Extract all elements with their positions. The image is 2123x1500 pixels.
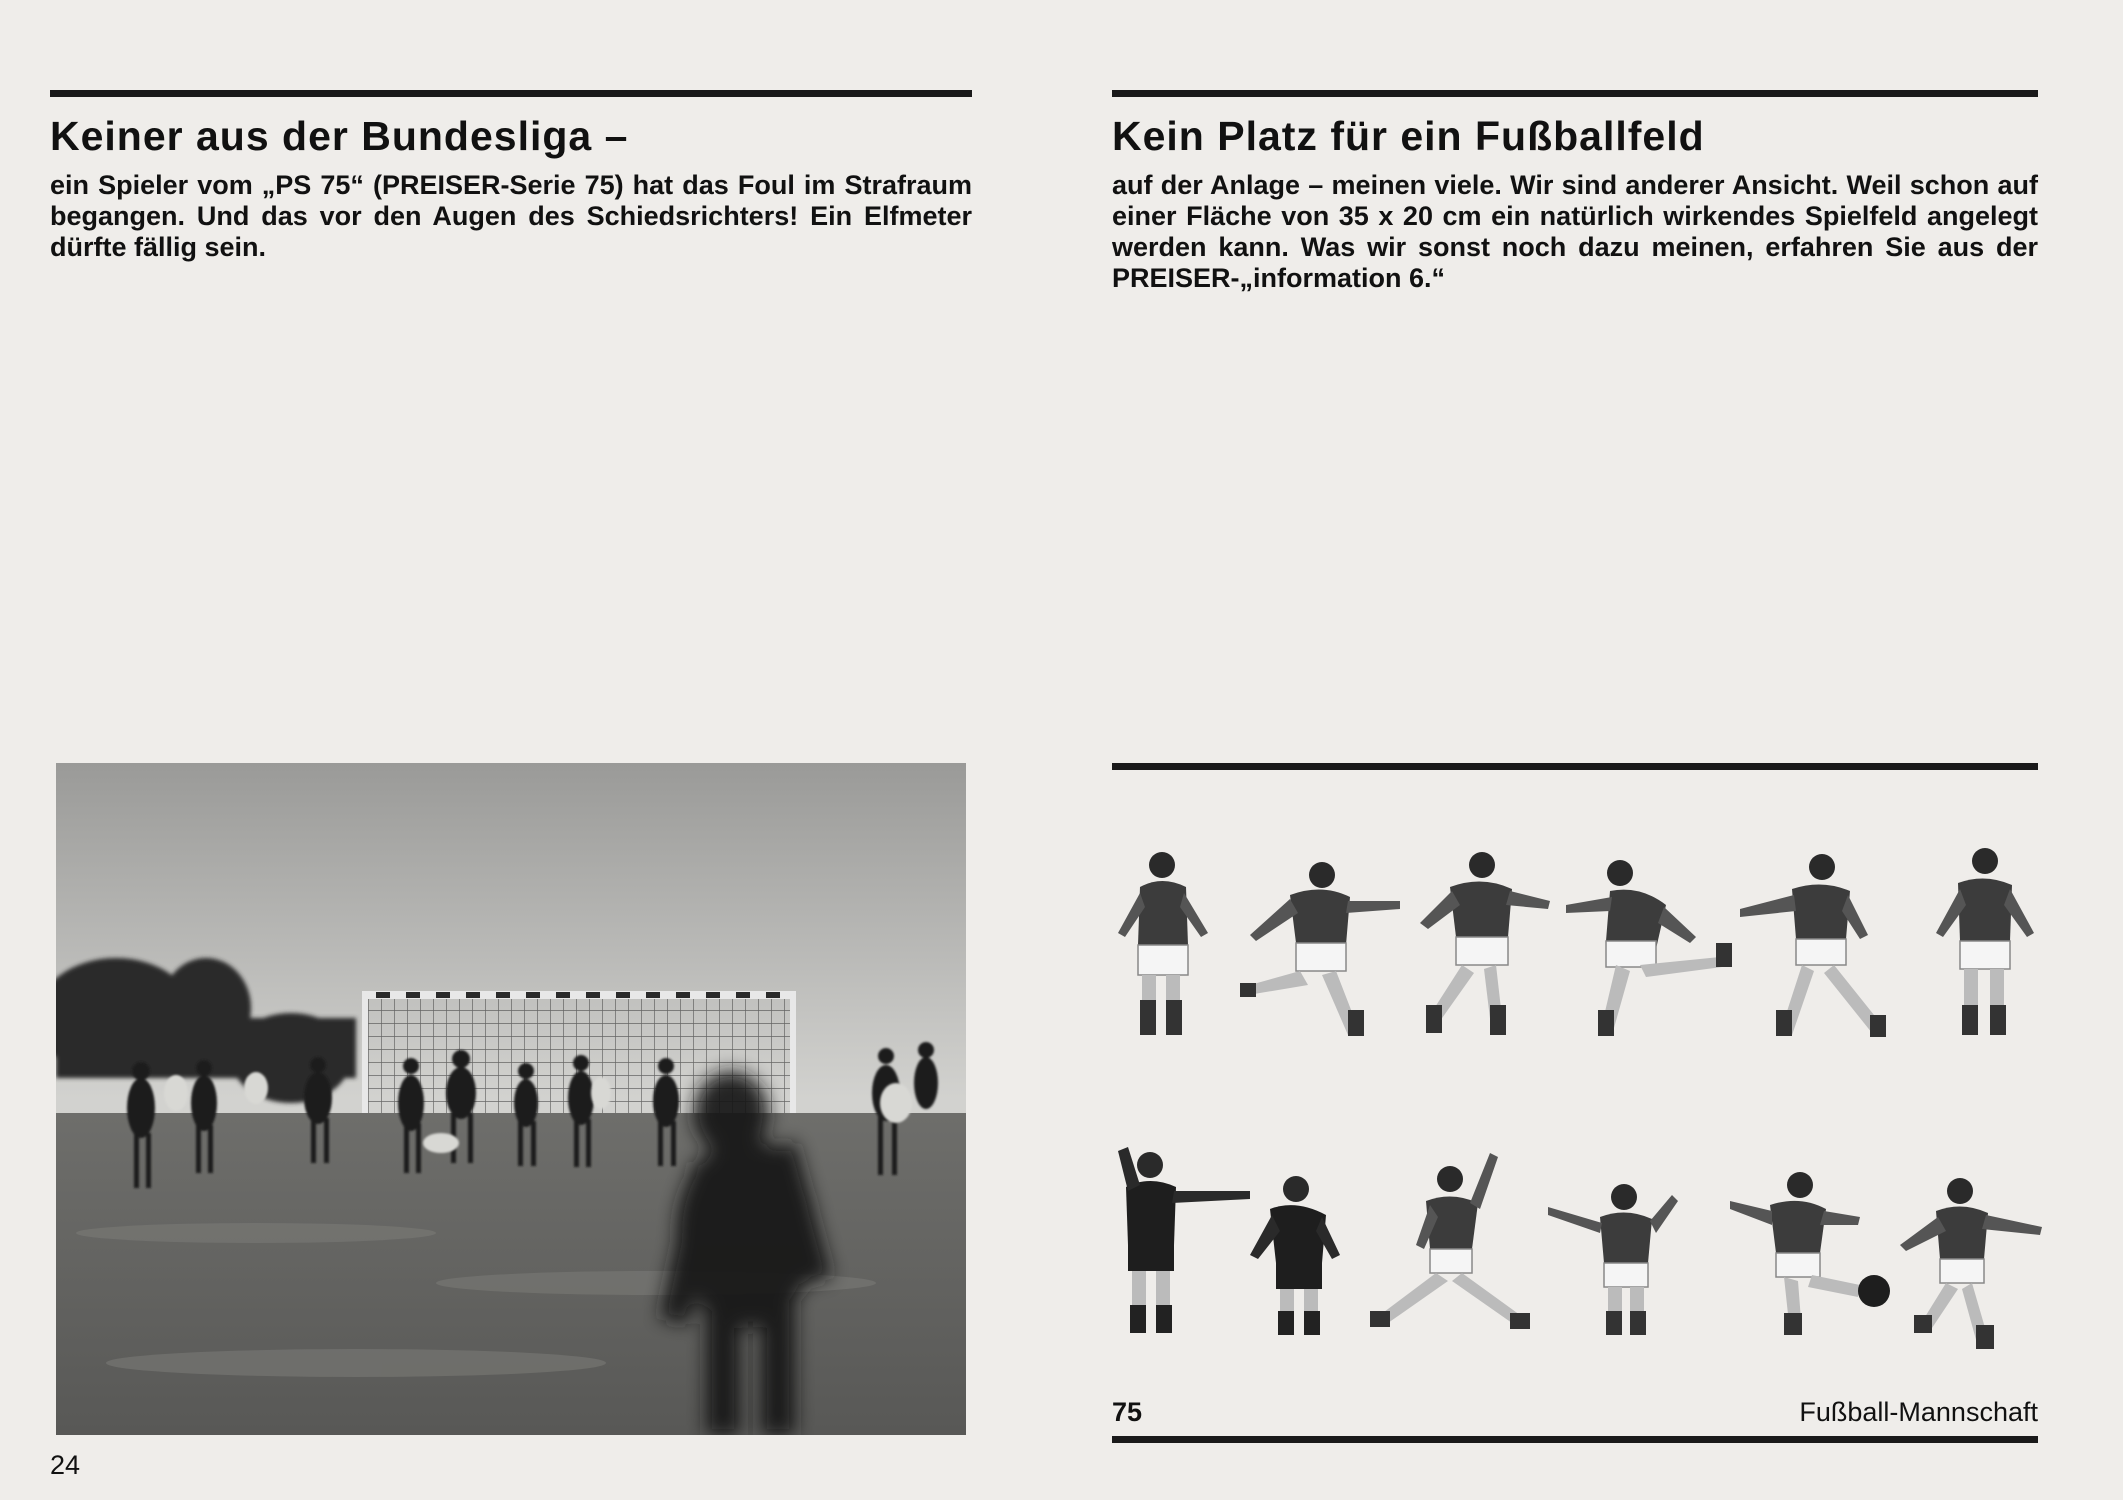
figurine-3 bbox=[1420, 852, 1550, 1035]
figurine-2 bbox=[1240, 862, 1400, 1036]
soccer-match-photo bbox=[56, 763, 966, 1435]
figurine-set-illustration bbox=[1100, 845, 2050, 1365]
figurine-1 bbox=[1118, 852, 1208, 1035]
right-middle-rule bbox=[1112, 763, 2038, 770]
left-heading: Keiner aus der Bundesliga – bbox=[50, 113, 629, 159]
figurine-referee-2 bbox=[1250, 1176, 1340, 1335]
figurine-6 bbox=[1936, 848, 2034, 1035]
figurine-7 bbox=[1370, 1153, 1530, 1329]
left-body-text: ein Spieler vom „PS 75“ (PREISER-Serie 75) hat das Foul im Strafraum begangen. Und das vor den Augen des Schiedsrichters! Ein Elfmeter dürfte fällig sein. bbox=[50, 170, 972, 262]
catalog-number: 75 bbox=[1112, 1397, 1143, 1427]
figurine-5 bbox=[1740, 854, 1886, 1037]
figurine-8 bbox=[1548, 1184, 1678, 1335]
figurine-4 bbox=[1566, 860, 1732, 1036]
left-top-rule bbox=[50, 90, 972, 97]
figurine-10 bbox=[1900, 1178, 2042, 1349]
right-heading: Kein Platz für ein Fußballfeld bbox=[1112, 113, 1705, 159]
catalog-title: Fußball-Mannschaft bbox=[1799, 1397, 2038, 1427]
page-number: 24 bbox=[50, 1450, 81, 1480]
figurine-referee-1 bbox=[1118, 1147, 1250, 1333]
right-body-text: auf der Anlage – meinen viele. Wir sind anderer Ansicht. Weil schon auf einer Fläche von 35 x 20 cm ein natürlich wirkendes Spielfeld angelegt werden kann. Was wir sonst noch dazu meinen, erfahren Sie aus der PREISER-„information 6.“ bbox=[1112, 170, 2038, 293]
right-top-rule bbox=[1112, 90, 2038, 97]
right-bottom-rule bbox=[1112, 1436, 2038, 1443]
soccer-ball-icon bbox=[1858, 1275, 1890, 1307]
figurine-9 bbox=[1730, 1172, 1890, 1335]
